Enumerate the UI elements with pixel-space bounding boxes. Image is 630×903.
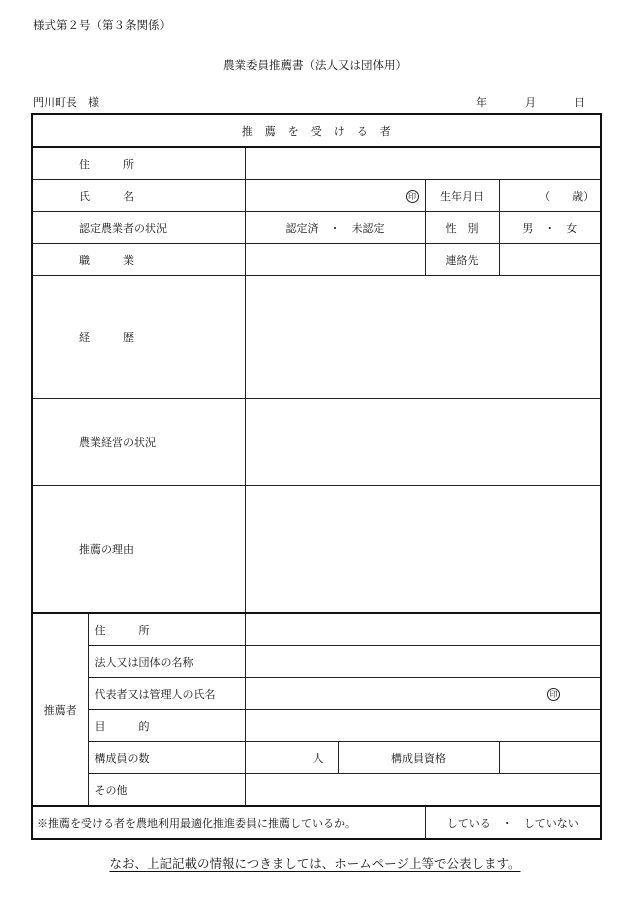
certified-status-options[interactable]: 認定済 ・ 未認定: [245, 212, 425, 244]
recommender-rep-row: [32, 678, 601, 710]
gender-options[interactable]: 男 ・ 女: [499, 212, 601, 244]
certified-status-label: 認定農業者の状況: [32, 212, 245, 244]
document-title: 農業委員推薦書（法人又は団体用）: [223, 58, 407, 72]
candidate-occupation-row: [32, 244, 601, 276]
recommender-purpose-row: [32, 710, 601, 742]
candidate-name-field[interactable]: [245, 180, 425, 212]
recommender-address-field[interactable]: [245, 613, 601, 646]
occupation-label: 職 業: [32, 244, 245, 276]
career-label: 経 歴: [32, 276, 245, 399]
candidate-address-label: 住 所: [32, 147, 245, 180]
candidate-address-row: [32, 147, 601, 180]
candidate-career-row: [32, 276, 601, 399]
contact-label: 連絡先: [425, 244, 499, 276]
recommender-address-row: [32, 613, 601, 646]
contact-field[interactable]: [499, 244, 601, 276]
date-year-field[interactable]: 年: [476, 96, 487, 109]
gender-label: 性 別: [425, 212, 499, 244]
candidate-address-field[interactable]: [245, 147, 601, 180]
date-line: [476, 94, 585, 110]
date-month-field[interactable]: 月: [525, 96, 536, 109]
other-label: その他: [88, 774, 245, 807]
seal-icon: 印: [406, 190, 419, 203]
recommender-org-row: [32, 646, 601, 678]
addressee: 門川町長 様: [33, 96, 99, 109]
form-number: 様式第２号（第３条関係）: [33, 18, 171, 32]
farm-status-field[interactable]: [245, 399, 601, 486]
date-day-field[interactable]: 日: [574, 96, 585, 109]
org-name-field[interactable]: [245, 646, 601, 678]
candidate-name-label: 氏 名: [32, 180, 245, 212]
question-options[interactable]: している ・ していない: [425, 806, 601, 839]
org-name-label: 法人又は団体の名称: [88, 646, 245, 678]
career-field[interactable]: [245, 276, 601, 399]
occupation-field[interactable]: [245, 244, 425, 276]
candidate-certified-row: [32, 212, 601, 244]
purpose-field[interactable]: [245, 710, 601, 742]
purpose-label: 目 的: [88, 710, 245, 742]
members-unit: 人: [312, 751, 324, 765]
recommender-section-label: 推薦者: [32, 613, 88, 806]
members-count-field[interactable]: [245, 742, 338, 774]
farm-status-label: 農業経営の状況: [32, 399, 245, 486]
birthdate-label: 生年月日: [425, 180, 499, 212]
candidate-farm-status-row: [32, 399, 601, 486]
recommender-members-row: [32, 742, 601, 774]
other-field[interactable]: [245, 774, 601, 807]
public-notice: なお、上記記載の情報につきましては、ホームページ上等で公表します。: [109, 856, 521, 871]
recommender-other-row: [32, 774, 601, 807]
recommender-address-label: 住 所: [88, 613, 245, 646]
reason-label: 推薦の理由: [32, 486, 245, 614]
recommendation-form-table: [31, 113, 602, 840]
question-text: ※推薦を受ける者を農地利用最適化推進委員に推薦しているか。: [32, 806, 425, 839]
rep-name-label: 代表者又は管理人の氏名: [88, 678, 245, 710]
question-row: [32, 806, 601, 839]
birthdate-field[interactable]: （ 歳）: [499, 180, 601, 212]
candidate-reason-row: [32, 486, 601, 614]
rep-name-field[interactable]: [245, 678, 601, 710]
member-qualification-field[interactable]: [499, 742, 601, 774]
reason-field[interactable]: [245, 486, 601, 614]
member-qualification-label: 構成員資格: [338, 742, 499, 774]
candidate-name-row: [32, 180, 601, 212]
members-label: 構成員の数: [88, 742, 245, 774]
candidate-section-title: 推 薦 を 受 け る 者: [32, 114, 601, 147]
seal-icon: 印: [547, 688, 560, 701]
candidate-header-row: [32, 114, 601, 147]
